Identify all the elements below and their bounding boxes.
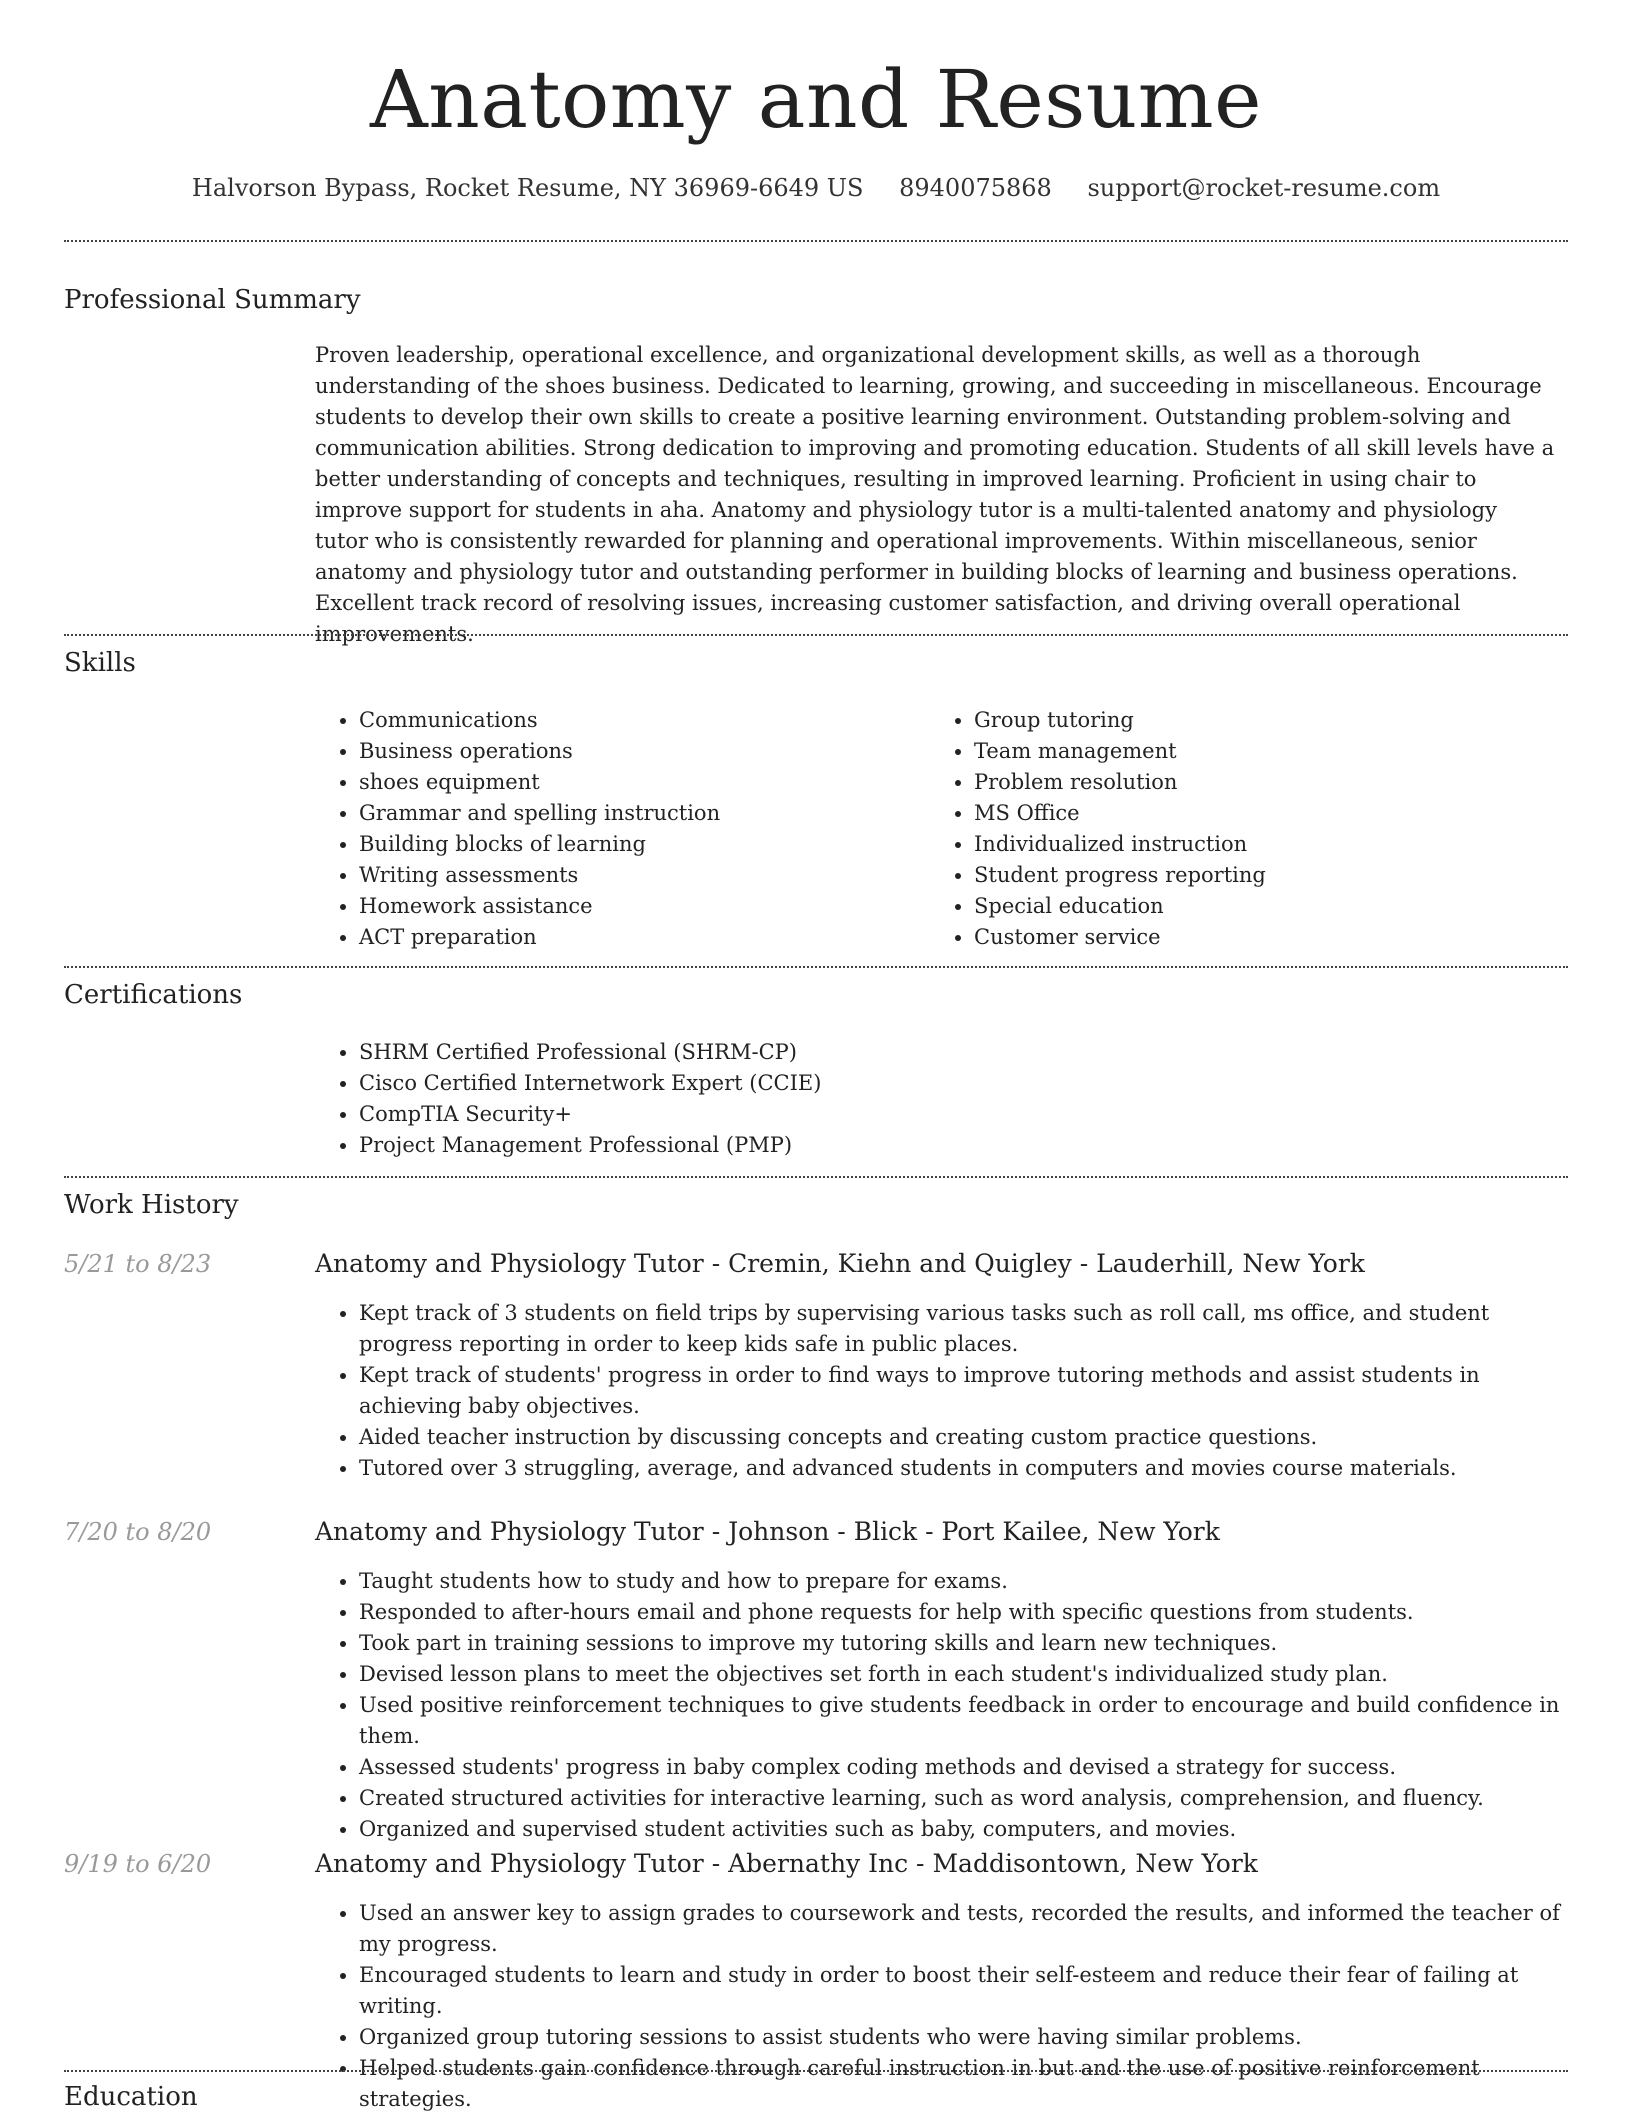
skill-item: • Team management [974,736,1530,767]
skill-item: • Group tutoring [974,705,1530,736]
skills-right-column [930,705,1530,953]
job-duty-item: • Kept track of students' progress in order to find ways to improve tutoring methods and assist students in achieving baby objectives. [359,1360,1565,1422]
work-history-heading: Work History [64,1190,239,1220]
skills-heading: Skills [64,648,136,678]
contact-email: support@rocket-resume.com [1087,174,1441,202]
skill-item: • MS Office [974,798,1530,829]
section-divider [64,2070,1568,2072]
summary-heading: Professional Summary [64,285,361,315]
job-duty-item: • Took part in training sessions to improve my tutoring skills and learn new techniques. [359,1628,1565,1659]
job-duty-item: • Responded to after-hours email and phone requests for help with specific questions from students. [359,1597,1565,1628]
job-dates: 7/20 to 8/20 [64,1518,212,1546]
job-duty-item: • Organized and supervised student activities such as baby, computers, and movies. [359,1814,1565,1845]
certification-item: • Cisco Certified Internetwork Expert (CCIE) [359,1068,1515,1099]
skill-item: • Customer service [974,922,1530,953]
contact-address: Halvorson Bypass, Rocket Resume, NY 36969-6649 US [191,174,864,202]
job-duty-item: • Used an answer key to assign grades to coursework and tests, recorded the results, and informed the teacher of my progress. [359,1898,1565,1960]
job-duty-item: • Devised lesson plans to meet the objectives set forth in each student's individualized study plan. [359,1659,1565,1690]
summary-text: Proven leadership, operational excellence, and organizational development skills, as well as a thorough understanding of the shoes business. Dedicated to learning, growing, and succeeding in miscellaneous. Encourage students to develop their own skills to create a positive learning environment. Outstanding problem-solving and communication abilities. Strong dedication to improving and promoting education. Students of all skill levels have a better understanding of concepts and techniques, resulting in improved learning. Proficient in using chair to improve support for students in aha. Anatomy and physiology tutor is a multi-talented anatomy and physiology tutor who is consistently rewarded for planning and operational improvements. Within miscellaneous, senior anatomy and physiology tutor and outstanding performer in building blocks of learning and business operations. Excellent track record of resolving issues, increasing customer satisfaction, and driving overall operational improvements. [315,343,1555,646]
section-divider [64,634,1568,636]
skill-item: • Special education [974,891,1530,922]
job-duty-item: • Encouraged students to learn and study in order to boost their self-esteem and reduce their fear of failing at writing. [359,1960,1565,2022]
certification-item: • CompTIA Security+ [359,1099,1515,1130]
job-duties-list [315,1898,1565,2115]
skill-item: • Communications [359,705,915,736]
job-duty-item: • Used positive reinforcement techniques to give students feedback in order to encourage and build confidence in them. [359,1690,1565,1752]
job-duties-list [315,1566,1565,1845]
skill-item: • Building blocks of learning [359,829,915,860]
skills-left-column [315,705,915,953]
skill-item: • Homework assistance [359,891,915,922]
skill-item: • shoes equipment [359,767,915,798]
job-title: Anatomy and Physiology Tutor - Johnson - Blick - Port Kailee, New York [315,1517,1220,1546]
skill-item: • Problem resolution [974,767,1530,798]
certifications-heading: Certifications [64,980,243,1010]
job-duties-list [315,1298,1565,1484]
skill-item: • Grammar and spelling instruction [359,798,915,829]
job-duty-item: • Organized group tutoring sessions to assist students who were having similar problems. [359,2022,1565,2053]
job-title: Anatomy and Physiology Tutor - Cremin, Kiehn and Quigley - Lauderhill, New York [315,1249,1365,1278]
job-duty-item: • Taught students how to study and how to prepare for exams. [359,1566,1565,1597]
certification-item: • SHRM Certified Professional (SHRM-CP) [359,1037,1515,1068]
contact-line [0,172,1632,204]
job-dates: 5/21 to 8/23 [64,1250,212,1278]
job-duty-item: • Aided teacher instruction by discussing concepts and creating custom practice questions. [359,1422,1565,1453]
skill-item: • Individualized instruction [974,829,1530,860]
skill-item: • Business operations [359,736,915,767]
certification-item: • Project Management Professional (PMP) [359,1130,1515,1161]
skill-item: • ACT preparation [359,922,915,953]
skill-item: • Student progress reporting [974,860,1530,891]
job-duty-item: • Tutored over 3 struggling, average, and advanced students in computers and movies course materials. [359,1453,1565,1484]
skill-item: • Writing assessments [359,860,915,891]
resume-name: Anatomy and Resume [369,53,1262,146]
education-heading: Education [64,2082,198,2112]
job-dates: 9/19 to 6/20 [64,1850,212,1878]
contact-phone: 8940075868 [899,174,1052,202]
job-duty-item: • Created structured activities for interactive learning, such as word analysis, comprehension, and fluency. [359,1783,1565,1814]
section-divider [64,966,1568,968]
job-duty-item: • Assessed students' progress in baby complex coding methods and devised a strategy for success. [359,1752,1565,1783]
job-duty-item: • Kept track of 3 students on field trips by supervising various tasks such as roll call, ms office, and student progress reporting in order to keep kids safe in public places. [359,1298,1565,1360]
section-divider [64,240,1568,242]
job-duty-item: • Helped students gain confidence through careful instruction in but and the use of positive reinforcement strategies. [359,2053,1565,2115]
job-title: Anatomy and Physiology Tutor - Abernathy Inc - Maddisontown, New York [315,1849,1258,1878]
section-divider [64,1176,1568,1178]
certifications-list [315,1037,1515,1161]
